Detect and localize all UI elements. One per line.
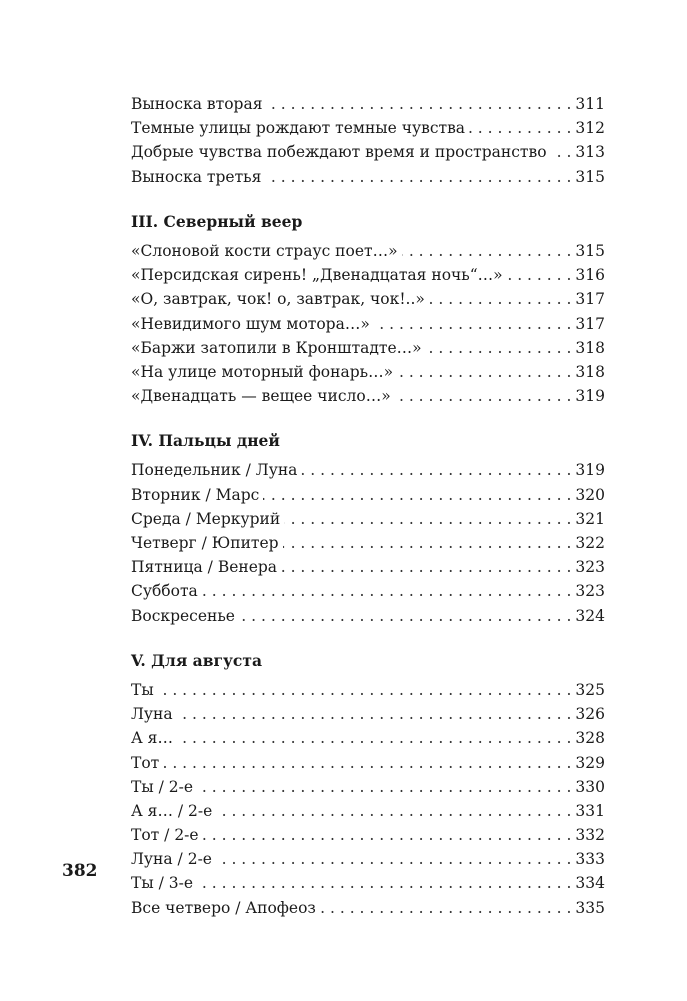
toc-entry [131,899,605,923]
entry-title: Тот [131,753,160,772]
dot-leader [397,363,571,381]
dot-leader [239,607,571,625]
toc-section-fingers-of-days [131,429,605,631]
entry-page-number: 320 [575,485,605,504]
entry-title: Воскресенье [131,606,235,625]
entry-page-number: 321 [575,509,605,528]
entry-title: Среда / Меркурий [131,509,281,528]
toc-entry [131,95,605,119]
dot-leader [281,558,571,576]
entry-page-number: 317 [575,290,605,309]
toc-entry [131,534,605,558]
entry-page-number: 330 [575,777,605,796]
toc-section-northern-fan [131,210,605,412]
entry-page-number: 322 [575,534,605,552]
section-heading: IV. Пальцы дней [131,431,280,451]
entry-page-number: 328 [575,729,605,748]
entry-title: «Слоновой кости страус поет…» [131,241,398,260]
toc-entry [131,168,605,192]
entry-title: Выноска третья [131,167,262,186]
entry-page-number: 313 [575,143,605,162]
entry-title: Тот / 2-е [131,826,199,845]
dot-leader [426,339,572,357]
toc-entry [131,607,605,631]
toc-section-for-august [131,649,605,923]
table-of-contents [131,95,605,923]
entry-page-number: 317 [575,314,605,333]
entry-title: Ты / 3-е [131,874,194,893]
dot-leader [203,826,572,844]
toc-entry [131,363,605,387]
dot-leader [301,461,571,479]
toc-entry [131,242,605,266]
dot-leader [469,119,571,137]
toc-entry [131,510,605,534]
toc-entry [131,387,605,411]
entry-title: Луна / 2-е [131,850,212,869]
entry-title: Понедельник / Луна [131,461,298,480]
entry-title: «Двенадцать — вещее число…» [131,387,391,406]
entry-title: «Баржи затопили в Кронштадте…» [131,338,422,357]
toc-entry [131,582,605,606]
dot-leader [320,899,572,917]
dot-leader [265,168,571,186]
toc-entry [131,850,605,874]
dot-leader [283,534,572,552]
entry-page-number: 312 [575,119,605,138]
entry-page-number: 319 [575,461,605,480]
toc-entry [131,461,605,485]
toc-entry [131,266,605,290]
entry-page-number: 329 [575,753,605,772]
entry-title: Ты [131,680,154,699]
entry-page-number: 323 [575,558,605,577]
entry-page-number: 318 [575,338,605,357]
toc-entry [131,119,605,143]
dot-leader [177,705,572,723]
entry-title: Четверг / Юпитер [131,534,279,552]
dot-leader [374,315,572,333]
entry-page-number: 331 [575,801,605,820]
entry-title: Темные улицы рождают темные чувства [131,119,466,138]
section-heading: III. Северный веер [131,211,303,231]
entry-title: «На улице моторный фонарь…» [131,362,394,381]
entry-page-number: 315 [575,167,605,186]
entry-title: А я… [131,729,173,748]
toc-entry [131,826,605,850]
dot-leader [267,95,572,113]
entry-page-number: 319 [575,387,605,406]
entry-page-number: 324 [575,606,605,625]
entry-page-number: 318 [575,362,605,381]
dot-leader [202,582,572,600]
toc-entry [131,486,605,510]
entry-title: Вторник / Марс [131,485,260,504]
dot-leader [216,802,571,820]
entry-page-number: 332 [575,826,605,845]
toc-entry [131,729,605,753]
entry-page-number: 326 [575,705,605,724]
toc-entry [131,143,605,167]
page-number: 382 [62,861,98,881]
entry-title: «Персидская сирень! „Двенадцатая ночь“…» [131,266,503,285]
entry-title: «О, завтрак, чок! о, завтрак, чок!..» [131,290,425,309]
toc-entry [131,681,605,705]
entry-title: «Невидимого шум мотора…» [131,314,370,333]
section-heading: V. Для августа [131,650,262,670]
dot-leader [177,729,571,747]
toc-entry [131,339,605,363]
toc-entry [131,558,605,582]
toc-entry [131,754,605,778]
entry-page-number: 334 [575,874,605,893]
dot-leader [158,681,572,699]
dot-leader [284,510,571,528]
entry-title: Пятница / Венера [131,558,278,577]
entry-page-number: 325 [575,680,605,699]
entry-title: Добрые чувства побеждают время и пространство [131,143,547,162]
toc-entry [131,290,605,314]
entry-title: А я… / 2-е [131,801,213,820]
dot-leader [163,754,571,772]
entry-page-number: 315 [575,241,605,260]
dot-leader [551,143,572,161]
dot-leader [395,387,572,405]
entry-title: Выноска вторая [131,95,263,113]
entry-title: Ты / 2-е [131,777,194,796]
entry-page-number: 333 [575,850,605,869]
dot-leader [429,290,572,308]
toc-entry [131,315,605,339]
dot-leader [216,850,571,868]
entry-title: Луна [131,705,173,724]
dot-leader [263,486,571,504]
entry-page-number: 323 [575,582,605,601]
dot-leader [197,778,571,796]
toc-entry [131,874,605,898]
entry-page-number: 311 [575,95,605,113]
dot-leader [507,266,572,284]
dot-leader [402,242,572,260]
entry-page-number: 316 [575,266,605,285]
toc-entry [131,778,605,802]
toc-intro-entries [131,95,605,192]
toc-entry [131,802,605,826]
toc-entry [131,705,605,729]
entry-page-number: 335 [575,898,605,917]
entry-title: Суббота [131,582,198,601]
dot-leader [197,874,571,892]
entry-title: Все четверо / Апофеоз [131,898,316,917]
